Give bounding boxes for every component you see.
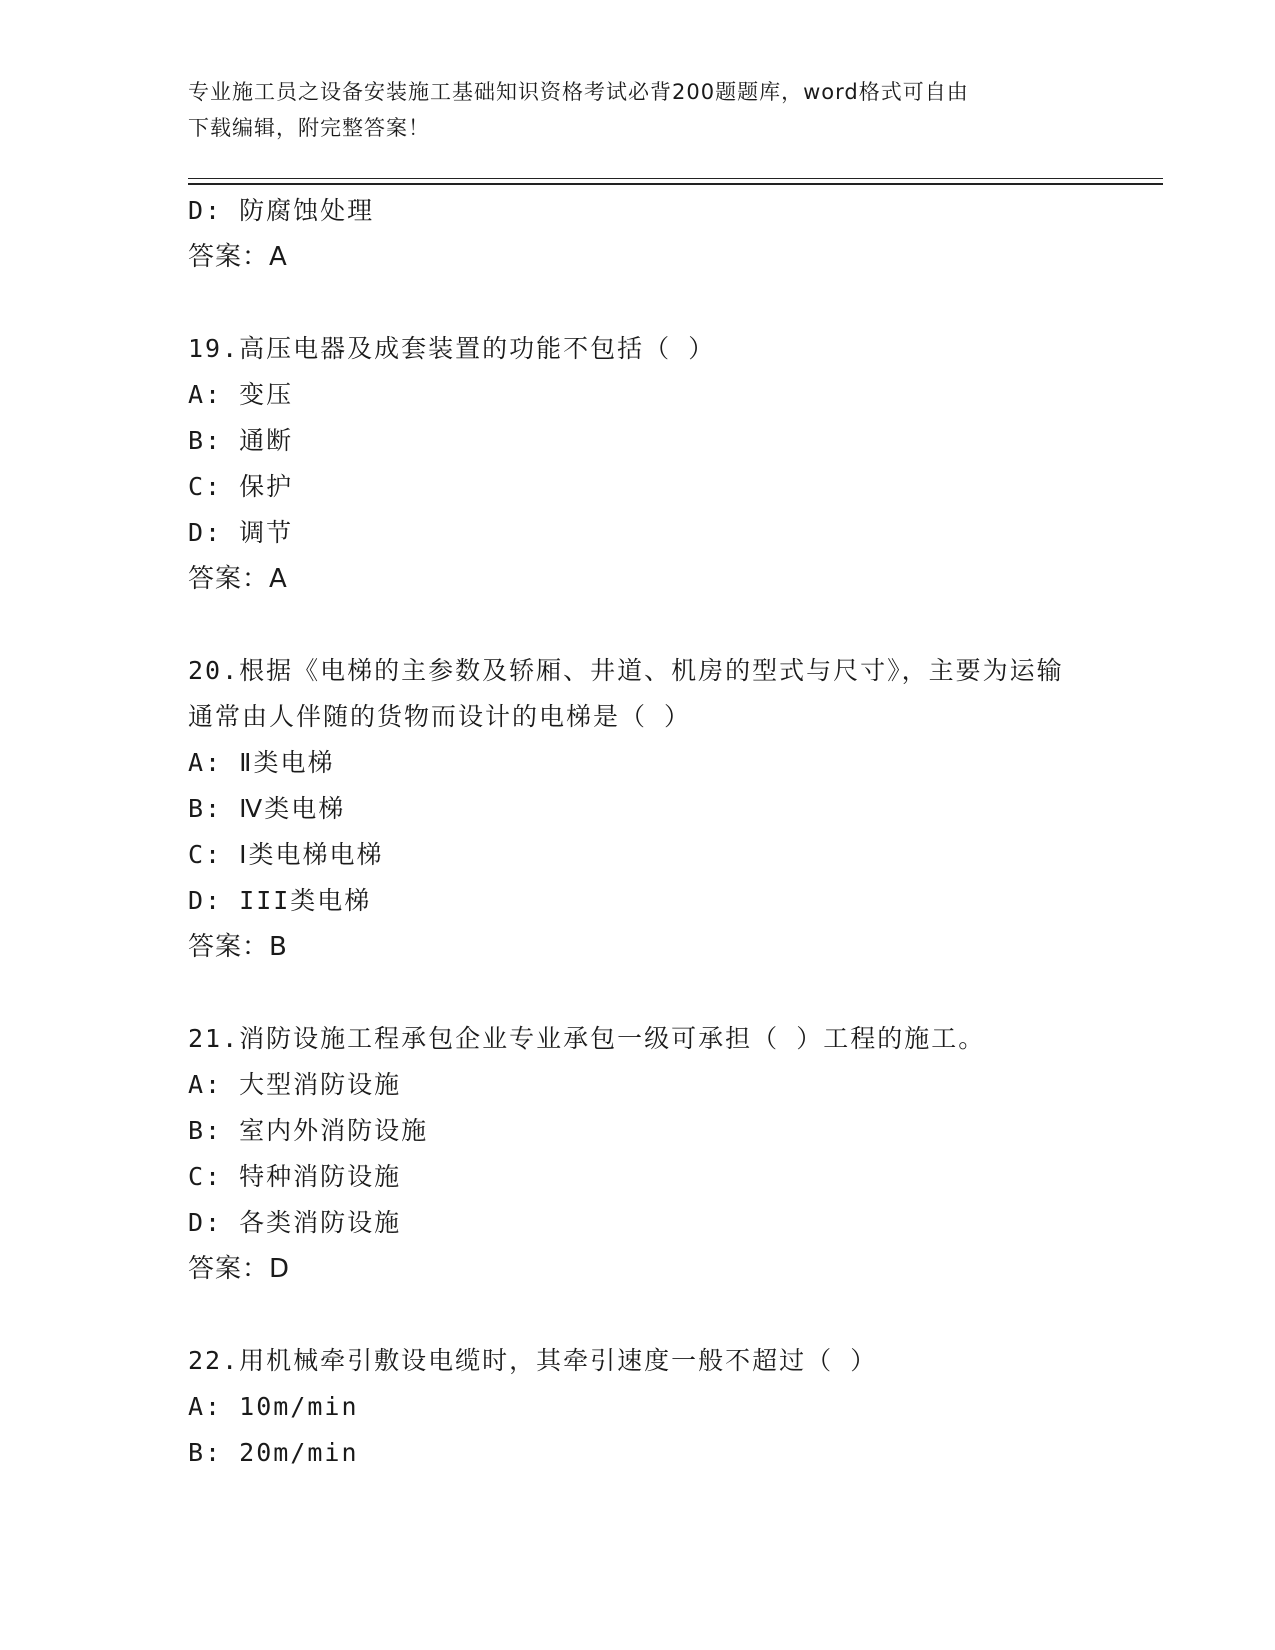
question-stem: 20.根据《电梯的主参数及轿厢、井道、机房的型式与尺寸》，主要为运输通常由人伴随的货物而设计的电梯是（ ） xyxy=(188,656,1064,731)
option-b: B: 通断 xyxy=(188,426,294,455)
option-a: A: 大型消防设施 xyxy=(188,1070,402,1099)
spacer xyxy=(188,280,1088,326)
question-19 xyxy=(188,326,1088,602)
answer: 答案：A xyxy=(188,564,288,594)
question-22 xyxy=(188,1338,1088,1476)
option-b: B: 20m/min xyxy=(188,1438,359,1467)
spacer xyxy=(188,970,1088,1016)
answer: 答案：B xyxy=(188,932,288,962)
spacer xyxy=(188,1292,1088,1338)
question-20 xyxy=(188,648,1088,970)
header-divider-thick xyxy=(188,183,1163,185)
option-a: A: Ⅱ类电梯 xyxy=(188,748,335,777)
option-d: D: 调节 xyxy=(188,518,294,547)
question-stem: 19.高压电器及成套装置的功能不包括（ ） xyxy=(188,334,716,363)
header-divider-thin xyxy=(188,178,1163,179)
spacer xyxy=(188,602,1088,648)
prev-option-d: D: 防腐蚀处理 xyxy=(188,196,375,225)
option-c: C: Ⅰ类电梯电梯 xyxy=(188,840,384,869)
option-b: B: 室内外消防设施 xyxy=(188,1116,429,1145)
option-c: C: 特种消防设施 xyxy=(188,1162,402,1191)
header-title-line-2: 下载编辑，附完整答案！ xyxy=(188,116,430,140)
answer: 答案：D xyxy=(188,1254,291,1284)
option-a: A: 变压 xyxy=(188,380,294,409)
prev-answer: 答案：A xyxy=(188,242,288,272)
document-header xyxy=(188,74,1088,146)
option-d: D: III类电梯 xyxy=(188,886,372,915)
question-21 xyxy=(188,1016,1088,1292)
option-d: D: 各类消防设施 xyxy=(188,1208,402,1237)
question-stem: 21.消防设施工程承包企业专业承包一级可承担（ ）工程的施工。 xyxy=(188,1024,986,1053)
option-c: C: 保护 xyxy=(188,472,294,501)
option-b: B: Ⅳ类电梯 xyxy=(188,794,346,823)
option-a: A: 10m/min xyxy=(188,1392,359,1421)
header-title-line-1: 专业施工员之设备安装施工基础知识资格考试必背200题题库，word格式可自由 xyxy=(188,80,969,104)
question-content xyxy=(188,188,1088,1476)
question-stem: 22.用机械牵引敷设电缆时，其牵引速度一般不超过（ ） xyxy=(188,1346,878,1375)
